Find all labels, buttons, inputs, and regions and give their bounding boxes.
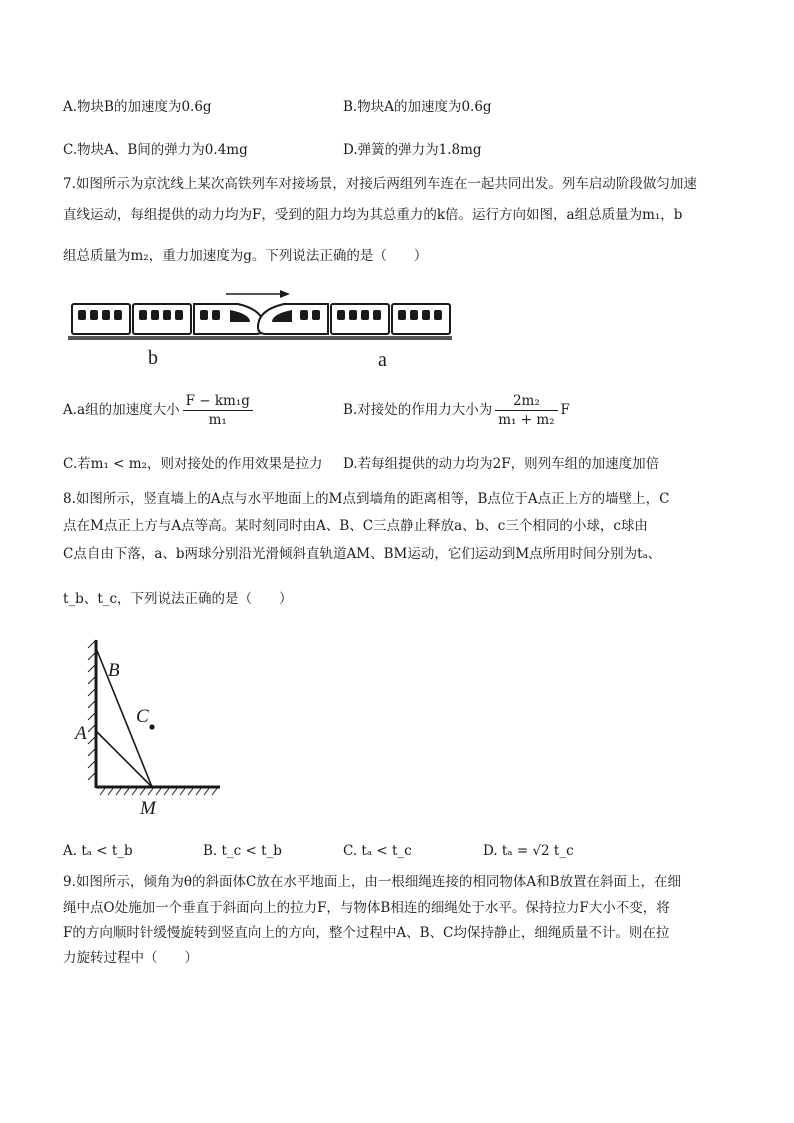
q6-option-a: A.物块B的加速度为0.6g <box>63 99 212 115</box>
track-AM <box>96 731 152 787</box>
q8-option-c: C. tₐ < t_c <box>343 843 412 859</box>
q8-stem-line2: 点在M点正上方与A点等高。某时刻同时由A、B、C三点静止释放a、b、c三个相同的小球，c球由 <box>63 518 648 534</box>
label-C: C <box>136 706 149 727</box>
q6-option-c: C.物块A、B间的弹力为0.4mg <box>63 142 248 158</box>
q7-option-b-suffix: F <box>560 402 570 418</box>
label-b: b <box>148 347 158 369</box>
q8-stem-line3: C点自由下落，a、b两球分别沿光滑倾斜直轨道AM、BM运动，它们运动到M点所用时间分别为tₐ、 <box>63 546 662 562</box>
q9-stem-line4: 力旋转过程中（ ） <box>63 950 198 966</box>
q7-option-a <box>63 392 256 429</box>
direction-arrow-head <box>280 290 290 298</box>
q7-option-b-denominator: m₁ + m₂ <box>498 412 555 428</box>
q7-option-d: D.若每组提供的动力均为2F，则列车组的加速度加倍 <box>343 456 660 472</box>
q7-option-b-numerator: 2m₂ <box>495 392 557 411</box>
q7-stem-line1: 7.如图所示为京沈线上某次高铁列车对接场景，对接后两组列车连在一起共同出发。列车启动阶段做匀加速 <box>63 176 697 192</box>
q7-option-a-numerator: F − km₁g <box>183 392 253 411</box>
q8-option-a: A. tₐ < t_b <box>63 843 133 859</box>
q7-option-a-denominator: m₁ <box>208 412 227 428</box>
q8-option-b: B. t_c < t_b <box>203 843 282 859</box>
q7-stem-line3: 组总质量为m₂，重力加速度为g。下列说法正确的是（ ） <box>63 248 428 264</box>
q7-option-b <box>343 392 570 429</box>
q9-stem-line2: 绳中点O处施加一个垂直于斜面向上的拉力F，与物体B相连的细绳处于水平。保持拉力F大小不变，将 <box>63 900 670 916</box>
q7-option-a-text: A.a组的加速度大小 <box>63 402 180 418</box>
q6-option-d: D.弹簧的弹力为1.8mg <box>343 142 482 158</box>
point-c-dot <box>149 724 154 729</box>
q9-stem-line3: F的方向顺时针缓慢旋转到竖直向上的方向，整个过程中A、B、C均保持静止，细绳质量不计。则在拉 <box>63 925 670 941</box>
q7-option-a-fraction <box>183 392 253 429</box>
q7-option-b-text: B.对接处的作用力大小为 <box>343 402 493 418</box>
label-M: M <box>140 798 156 819</box>
q8-stem-line4: t_b、t_c，下列说法正确的是（ ） <box>63 591 293 607</box>
train-figure <box>60 282 460 372</box>
q6-option-b: B.物块A的加速度为0.6g <box>343 99 492 115</box>
q7-option-c: C.若m₁ < m₂，则对接处的作用效果是拉力 <box>63 456 323 472</box>
label-a: a <box>378 349 387 371</box>
q8-stem-line1: 8.如图所示，竖直墙上的A点与水平地面上的M点到墙角的距离相等，B点位于A点正上方的墙壁上，C <box>63 491 670 507</box>
q8-option-d: D. tₐ = √2 t_c <box>483 843 574 859</box>
q7-option-b-fraction <box>495 392 557 429</box>
label-A: A <box>75 723 87 744</box>
label-B: B <box>108 660 120 681</box>
wall-track-figure <box>60 636 260 826</box>
q7-stem-line2: 直线运动，每组提供的动力均为F，受到的阻力均为其总重力的k倍。运行方向如图，a组总质量为m₁，b <box>63 207 683 223</box>
track <box>68 336 452 340</box>
q9-stem-line1: 9.如图所示，倾角为θ的斜面体C放在水平地面上，由一根细绳连接的相同物体A和B放置在斜面上，在细 <box>63 874 682 890</box>
